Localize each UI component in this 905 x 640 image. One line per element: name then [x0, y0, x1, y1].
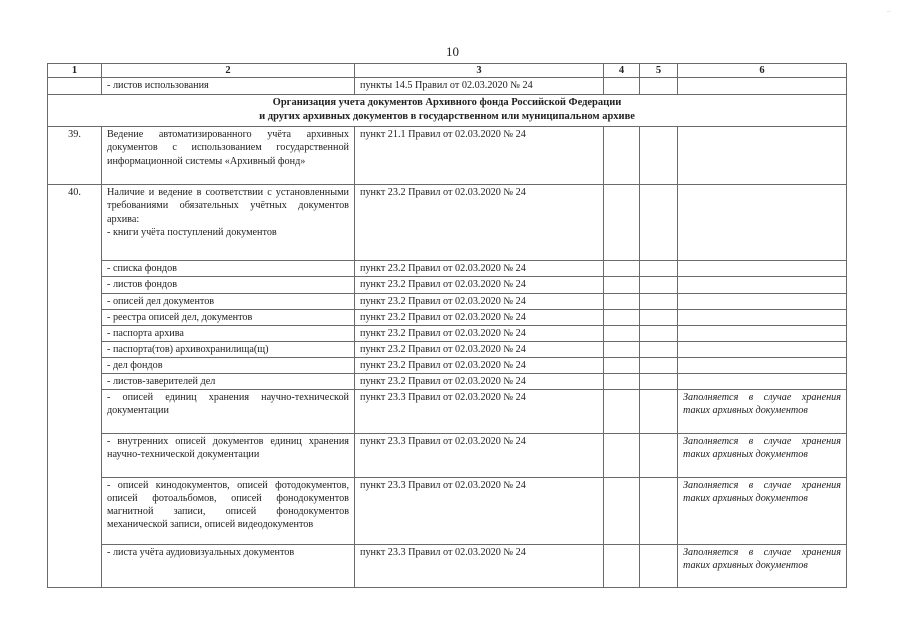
table-row	[48, 477, 847, 544]
section-title-line: и других архивных документов в государственном или муниципальном архиве	[259, 110, 635, 122]
row-number-cell: 39.	[48, 127, 102, 185]
note-cell	[678, 127, 847, 185]
reference-cell: пункт 23.2 Правил от 02.03.2020 № 24	[355, 341, 604, 357]
column-number: 2	[102, 64, 355, 78]
note-cell	[678, 357, 847, 373]
empty-cell	[604, 373, 640, 389]
empty-cell	[640, 433, 678, 477]
table-row	[48, 389, 847, 433]
note-cell	[678, 373, 847, 389]
table-row	[48, 78, 847, 95]
empty-cell	[604, 389, 640, 433]
column-number: 4	[604, 64, 640, 78]
item-cell: - описей единиц хранения научно-технической документации	[102, 389, 355, 433]
corner-mark: ...	[886, 8, 891, 14]
note-cell: Заполняется в случае хранения таких архивных документов	[678, 433, 847, 477]
empty-cell	[640, 78, 678, 95]
item-cell: - списка фондов	[102, 261, 355, 277]
item-cell: - листов-заверителей дел	[102, 373, 355, 389]
item-cell: - описей кинодокументов, описей фотодокументов, описей фотоальбомов, описей фонодокументов магнитной записи, описей фонодокументов механической записи, описей видеодокументов	[102, 477, 355, 544]
column-number: 1	[48, 64, 102, 78]
item-cell: - внутренних описей документов единиц хранения научно-технической документации	[102, 433, 355, 477]
empty-cell	[640, 325, 678, 341]
row-number-cell	[48, 78, 102, 95]
note-cell	[678, 293, 847, 309]
empty-cell	[640, 373, 678, 389]
empty-cell	[640, 261, 678, 277]
reference-cell: пункты 14.5 Правил от 02.03.2020 № 24	[355, 78, 604, 95]
empty-cell	[604, 277, 640, 293]
item-cell: - паспорта(тов) архивохранилища(щ)	[102, 341, 355, 357]
empty-cell	[640, 357, 678, 373]
table-row	[48, 127, 847, 185]
row-number-cell: 40.	[48, 185, 102, 587]
table-row	[48, 433, 847, 477]
note-cell: Заполняется в случае хранения таких архивных документов	[678, 389, 847, 433]
empty-cell	[604, 261, 640, 277]
empty-cell	[640, 277, 678, 293]
empty-cell	[604, 127, 640, 185]
item-subtext: - книги учёта поступлений документов	[107, 226, 277, 238]
item-cell: - паспорта архива	[102, 325, 355, 341]
table-row	[48, 341, 847, 357]
section-title	[48, 95, 847, 127]
empty-cell	[640, 544, 678, 587]
column-number: 6	[678, 64, 847, 78]
reference-cell: пункт 23.2 Правил от 02.03.2020 № 24	[355, 373, 604, 389]
empty-cell	[604, 433, 640, 477]
section-title-line: Организация учета документов Архивного фонда Российской Федерации	[272, 97, 622, 109]
note-cell	[678, 309, 847, 325]
empty-cell	[604, 544, 640, 587]
note-cell	[678, 325, 847, 341]
empty-cell	[604, 78, 640, 95]
table-row	[48, 261, 847, 277]
empty-cell	[640, 309, 678, 325]
table-row	[48, 373, 847, 389]
empty-cell	[604, 477, 640, 544]
table-row	[48, 325, 847, 341]
note-cell	[678, 341, 847, 357]
reference-cell: пункт 23.2 Правил от 02.03.2020 № 24	[355, 277, 604, 293]
note-cell	[678, 261, 847, 277]
empty-cell	[640, 389, 678, 433]
table-row	[48, 357, 847, 373]
reference-cell: пункт 23.3 Правил от 02.03.2020 № 24	[355, 389, 604, 433]
empty-cell	[604, 357, 640, 373]
table-row	[48, 185, 847, 261]
reference-cell: пункт 21.1 Правил от 02.03.2020 № 24	[355, 127, 604, 185]
item-cell: - реестра описей дел, документов	[102, 309, 355, 325]
item-text: Наличие и ведение в соответствии с установленными требованиями обязательных учётных документов архива:	[107, 187, 349, 225]
table-row	[48, 293, 847, 309]
empty-cell	[640, 127, 678, 185]
empty-cell	[604, 325, 640, 341]
page-number: 10	[446, 44, 459, 59]
note-cell	[678, 185, 847, 261]
empty-cell	[640, 477, 678, 544]
checklist-table	[47, 63, 847, 588]
reference-cell: пункт 23.3 Правил от 02.03.2020 № 24	[355, 433, 604, 477]
reference-cell: пункт 23.3 Правил от 02.03.2020 № 24	[355, 477, 604, 544]
empty-cell	[640, 185, 678, 261]
reference-cell: пункт 23.2 Правил от 02.03.2020 № 24	[355, 309, 604, 325]
reference-cell: пункт 23.2 Правил от 02.03.2020 № 24	[355, 325, 604, 341]
item-cell: Ведение автоматизированного учёта архивных документов с использованием государственной информационной системы «Архивный фонд»	[102, 127, 355, 185]
note-cell: Заполняется в случае хранения таких архивных документов	[678, 477, 847, 544]
column-number: 3	[355, 64, 604, 78]
item-cell: - описей дел документов	[102, 293, 355, 309]
table-row	[48, 277, 847, 293]
empty-cell	[640, 293, 678, 309]
reference-cell: пункт 23.2 Правил от 02.03.2020 № 24	[355, 357, 604, 373]
note-cell	[678, 277, 847, 293]
column-number: 5	[640, 64, 678, 78]
section-row	[48, 95, 847, 127]
reference-cell: пункт 23.3 Правил от 02.03.2020 № 24	[355, 544, 604, 587]
reference-cell: пункт 23.2 Правил от 02.03.2020 № 24	[355, 293, 604, 309]
empty-cell	[604, 309, 640, 325]
note-cell: Заполняется в случае хранения таких архивных документов	[678, 544, 847, 587]
item-cell: - дел фондов	[102, 357, 355, 373]
item-cell: - листов использования	[102, 78, 355, 95]
item-cell: - листов фондов	[102, 277, 355, 293]
note-cell	[678, 78, 847, 95]
empty-cell	[604, 293, 640, 309]
empty-cell	[604, 185, 640, 261]
empty-cell	[604, 341, 640, 357]
item-cell: - листа учёта аудиовизуальных документов	[102, 544, 355, 587]
reference-cell: пункт 23.2 Правил от 02.03.2020 № 24	[355, 261, 604, 277]
empty-cell	[640, 341, 678, 357]
reference-cell: пункт 23.2 Правил от 02.03.2020 № 24	[355, 185, 604, 261]
table-row	[48, 309, 847, 325]
column-number-header	[48, 64, 847, 78]
table-row	[48, 544, 847, 587]
item-cell	[102, 185, 355, 261]
